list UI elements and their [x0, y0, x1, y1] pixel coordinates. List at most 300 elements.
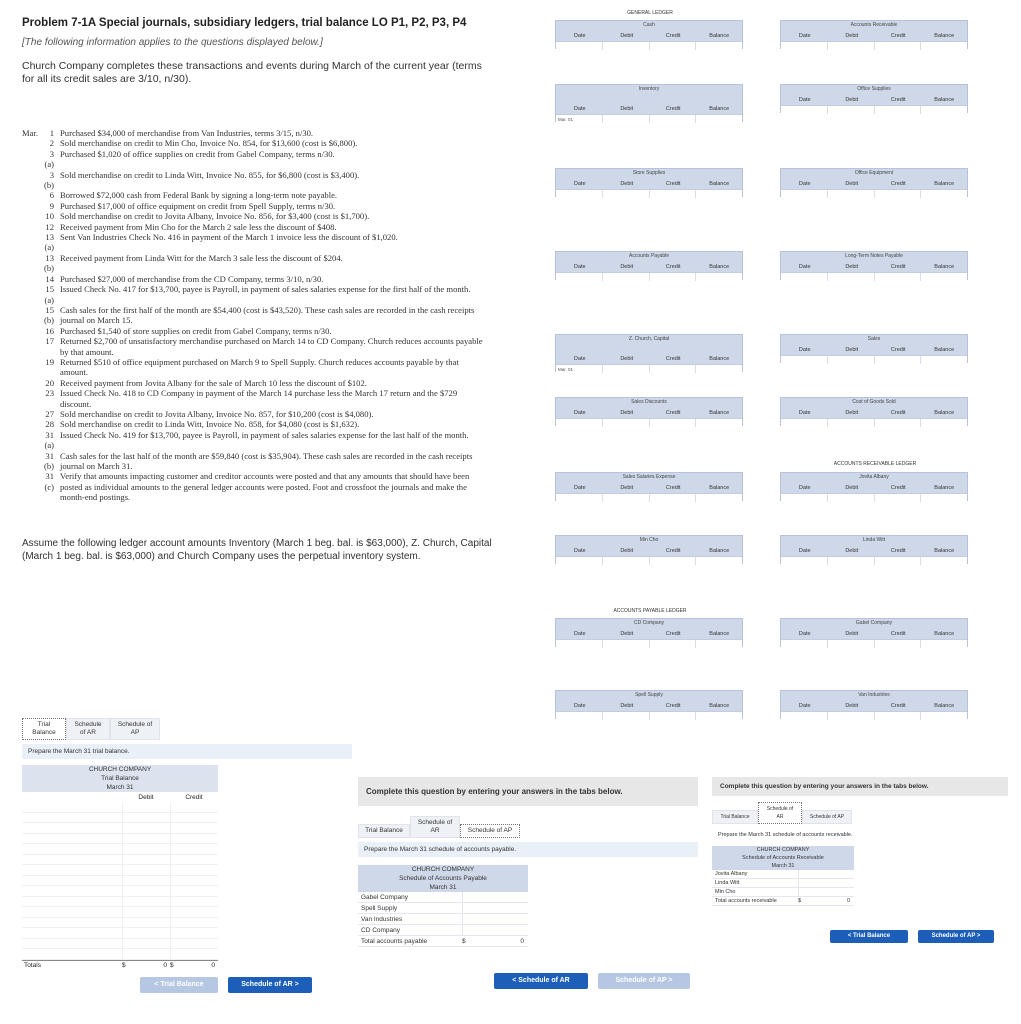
transaction-month: [22, 430, 40, 451]
ledger-debit-cell[interactable]: [603, 494, 650, 502]
ledger-entry-row[interactable]: [556, 364, 742, 373]
ledger-balance-header: Balance: [934, 96, 955, 103]
ar-total-value: 0: [846, 898, 850, 904]
trial-account-cell[interactable]: [22, 876, 122, 886]
ap-ledger-title: ACCOUNTS PAYABLE LEDGER: [613, 608, 687, 614]
transaction-row: [22, 305, 484, 326]
ledger-balance-cell[interactable]: [921, 106, 967, 114]
ar-instructions: Prepare the March 31 schedule of accounts receivable.: [712, 828, 1008, 842]
ledger-date-header: Date: [573, 702, 586, 709]
trial-credit-cell[interactable]: [170, 802, 218, 812]
transaction-text: Cash sales for the last half of the month are $59,840 (cost is $35,904). These cash sales are recorded in the cash receipts journal on March 31.: [60, 450, 473, 471]
ledger-entry-row[interactable]: [556, 272, 742, 281]
trial-credit-cell[interactable]: [170, 855, 218, 865]
ledger-debit-cell[interactable]: [828, 42, 875, 50]
trial-row[interactable]: [22, 823, 218, 834]
trial-balance-prev-button[interactable]: < Trial Balance: [140, 977, 218, 993]
transaction-day: 3 (b): [43, 169, 54, 191]
ledger-balance-cell[interactable]: [696, 419, 742, 427]
ar-total-row: [712, 897, 854, 906]
ledger-debit-cell[interactable]: [603, 640, 650, 648]
trial-credit-cell[interactable]: [170, 897, 218, 907]
ledger-credit-header: Credit: [890, 263, 906, 270]
transaction-day: 3 (a): [44, 148, 54, 170]
ledger-capital: [555, 334, 743, 372]
ledger-balance-cell[interactable]: [921, 494, 967, 502]
trial-account-cell[interactable]: [22, 855, 122, 865]
trial-credit-cell[interactable]: [170, 844, 218, 854]
ledger-date-header: Date: [798, 96, 811, 103]
ledger-account-name: Min Cho: [639, 537, 659, 543]
ledger-debit-cell[interactable]: [828, 712, 875, 720]
trial-credit-cell[interactable]: [170, 865, 218, 875]
trial-debit-cell[interactable]: [122, 834, 170, 844]
trial-debit-cell[interactable]: [122, 939, 170, 949]
ledger-balance-header: Balance: [709, 547, 730, 554]
ledger-date-header: Date: [798, 630, 811, 637]
ledger-credit-cell[interactable]: [875, 273, 922, 281]
ledger-debit-header: Debit: [620, 105, 634, 112]
schedule-ap-next-button[interactable]: Schedule of AP >: [598, 973, 690, 989]
ar-row-label: Linda Witt: [715, 880, 740, 886]
ap-row-label: Spell Supply: [361, 904, 398, 912]
ar-title: Schedule of Accounts Receivable: [712, 854, 854, 862]
trial-row[interactable]: [22, 939, 218, 950]
ledger-date-cell[interactable]: [556, 640, 603, 648]
trial-debit-cell[interactable]: [122, 865, 170, 875]
trial-credit-cell[interactable]: [170, 928, 218, 938]
ledger-debit-header: Debit: [620, 263, 634, 270]
ap-row-input[interactable]: [462, 914, 528, 924]
transaction-text: Returned $510 of office equipment purchased on March 9 to Spell Supply. Church reduces accounts payable by that amount.: [60, 356, 459, 378]
trial-debit-cell[interactable]: [122, 844, 170, 854]
transaction-day: 1: [49, 128, 54, 138]
ledger-credit-header: Credit: [890, 346, 906, 353]
ledger-date-header: Date: [573, 409, 586, 416]
trial-instructions: Prepare the March 31 trial balance.: [22, 744, 352, 759]
transaction-month: [22, 409, 40, 419]
ledger-credit-cell[interactable]: [650, 42, 697, 50]
ledger-entry-row[interactable]: [556, 556, 742, 565]
trial-credit-cell[interactable]: [170, 949, 218, 959]
transaction-text: Sold merchandise on credit to Linda Witt, Invoice No. 855, for $6,800 (cost is $3,400).: [60, 169, 360, 180]
ledger-date-cell[interactable]: [556, 494, 603, 502]
trial-account-cell[interactable]: [22, 907, 122, 917]
ledger-date-cell[interactable]: [556, 712, 603, 720]
ledger-credit-cell[interactable]: [650, 557, 697, 565]
ledger-credit-cell[interactable]: [875, 106, 922, 114]
ledger-account-name: Jovita Albany: [859, 474, 889, 480]
ledger-date-cell[interactable]: [781, 712, 828, 720]
ledger-balance-header: Balance: [934, 484, 955, 491]
ledger-debit-cell[interactable]: [603, 712, 650, 720]
ledger-date-cell[interactable]: Mar. 01: [556, 365, 603, 373]
ledger-credit-header: Credit: [665, 263, 681, 270]
ledger-credit-cell[interactable]: [650, 494, 697, 502]
ap-row-label: Gabel Company: [361, 893, 408, 901]
transaction-day: 13 (a): [44, 232, 54, 253]
ledger-entry-row[interactable]: [556, 418, 742, 427]
ledger-date-header: Date: [798, 409, 811, 416]
ar-trial-balance-prev-button[interactable]: < Trial Balance: [830, 930, 908, 943]
ledger-entry-row[interactable]: [781, 355, 967, 364]
ledger-entry-row[interactable]: [556, 711, 742, 720]
trial-account-cell[interactable]: [22, 949, 122, 959]
ledger-balance-cell[interactable]: [696, 190, 742, 198]
trial-debit-cell[interactable]: [122, 802, 170, 812]
ap-company: CHURCH COMPANY: [358, 865, 528, 874]
ledger-balance-cell[interactable]: [921, 557, 967, 565]
ledger-credit-cell[interactable]: [875, 494, 922, 502]
trial-row[interactable]: [22, 865, 218, 876]
ledger-credit-header: Credit: [665, 180, 681, 187]
ledger-column-headers: [556, 545, 742, 556]
ledger-column-headers: [781, 261, 967, 272]
ledger-debit-cell[interactable]: [828, 106, 875, 114]
ap-tab-schedule-ap[interactable]: Schedule of AP: [460, 824, 520, 838]
trial-credit-cell[interactable]: [170, 907, 218, 917]
transaction-row: [22, 128, 484, 138]
transaction-row: [22, 222, 484, 232]
ledger-date-cell[interactable]: [556, 557, 603, 565]
trial-account-cell[interactable]: [22, 813, 122, 823]
ledger-credit-header: Credit: [665, 32, 681, 39]
ledger-credit-header: Credit: [665, 355, 681, 362]
ap-row: [358, 892, 528, 903]
ledger-credit-cell[interactable]: [875, 640, 922, 648]
trial-row[interactable]: [22, 876, 218, 887]
trial-row[interactable]: [22, 844, 218, 855]
ledger-debit-cell[interactable]: [603, 273, 650, 281]
trial-debit-cell[interactable]: [122, 855, 170, 865]
trial-credit-cell[interactable]: [170, 939, 218, 949]
ledger-date-cell[interactable]: [781, 190, 828, 198]
ar-tab-schedule-ar[interactable]: Schedule of AR: [758, 802, 802, 824]
ledger-account-name: Office Supplies: [857, 86, 891, 92]
ledger-balance-cell[interactable]: [696, 712, 742, 720]
trial-account-cell[interactable]: [22, 802, 122, 812]
transaction-text: Purchased $34,000 of merchandise from Van Industries, terms 3/15, n/30.: [60, 128, 314, 138]
trial-account-cell[interactable]: [22, 834, 122, 844]
ledger-credit-header: Credit: [890, 96, 906, 103]
trial-debit-cell[interactable]: [122, 876, 170, 886]
ap-tab-schedule-ar[interactable]: Schedule of AR: [410, 816, 460, 838]
ledger-debit-cell[interactable]: [828, 557, 875, 565]
trial-credit-cell[interactable]: [170, 823, 218, 833]
ledger-column-headers: [556, 407, 742, 418]
ledger-date-cell[interactable]: [781, 273, 828, 281]
ledger-debit-cell[interactable]: [828, 494, 875, 502]
ledger-date-header: Date: [798, 263, 811, 270]
trial-account-cell[interactable]: [22, 886, 122, 896]
tab-schedule-ap[interactable]: Schedule of AP: [110, 718, 160, 740]
ledger-credit-cell[interactable]: [875, 557, 922, 565]
ledger-debit-cell[interactable]: [603, 557, 650, 565]
schedule-ar-prev-button[interactable]: < Schedule of AR: [494, 973, 588, 989]
ap-row-input[interactable]: [462, 892, 528, 902]
transaction-row: [22, 378, 484, 388]
ledger-entry-row[interactable]: [781, 639, 967, 648]
ledger-credit-cell[interactable]: [875, 356, 922, 364]
transaction-row: [22, 336, 484, 357]
trial-debit-cell[interactable]: [122, 897, 170, 907]
ledger-debit-cell[interactable]: [603, 365, 650, 373]
ledger-account-name: Sales Discounts: [631, 399, 667, 405]
ledger-date-cell[interactable]: [781, 494, 828, 502]
trial-account-cell[interactable]: [22, 928, 122, 938]
ap-table: [358, 865, 528, 947]
ledger-debit-cell[interactable]: [828, 273, 875, 281]
ledger-date-header: Date: [573, 180, 586, 187]
ledger-credit-header: Credit: [665, 547, 681, 554]
trial-debit-cell[interactable]: [122, 823, 170, 833]
ledger-balance-header: Balance: [934, 630, 955, 637]
transaction-month: [22, 388, 40, 409]
trial-row[interactable]: [22, 907, 218, 918]
ledger-date-cell[interactable]: [781, 640, 828, 648]
trial-account-cell[interactable]: [22, 844, 122, 854]
ledger-credit-header: Credit: [665, 484, 681, 491]
ledger-debit-header: Debit: [620, 355, 634, 362]
trial-credit-cell[interactable]: [170, 876, 218, 886]
ap-row: [358, 903, 528, 914]
transaction-month: [22, 326, 40, 336]
ledger-balance-cell[interactable]: [921, 356, 967, 364]
ap-row: [358, 925, 528, 936]
trial-account-cell[interactable]: [22, 918, 122, 928]
ledger-balance-cell[interactable]: [921, 640, 967, 648]
ledger-credit-cell[interactable]: [875, 42, 922, 50]
ar-row-label: Min Cho: [715, 889, 736, 895]
transaction-text: Purchased $17,000 of office equipment on credit from Spell Supply, terms n/30.: [60, 200, 336, 211]
ledger-balance-cell[interactable]: [921, 273, 967, 281]
ar-row: [712, 870, 854, 879]
problem-header: [22, 16, 494, 86]
ledger-date-cell[interactable]: [781, 557, 828, 565]
trial-debit-cell[interactable]: [122, 918, 170, 928]
ledger-balance-cell[interactable]: [921, 42, 967, 50]
ledger-column-headers: [781, 482, 967, 493]
ledger-balance-cell[interactable]: [696, 365, 742, 373]
trial-row[interactable]: [22, 918, 218, 929]
ledger-jovita: [780, 472, 968, 501]
trial-row[interactable]: [22, 928, 218, 939]
ledger-balance-cell[interactable]: [921, 712, 967, 720]
ar-tab-schedule-ap[interactable]: Schedule of AP: [802, 810, 852, 824]
ledger-entry-row[interactable]: [556, 639, 742, 648]
transaction-text: Sent Van Industries Check No. 416 in payment of the March 1 invoice less the discount of $1,020.: [60, 232, 398, 243]
trial-totals-row: [22, 960, 218, 971]
ledger-credit-cell[interactable]: [875, 190, 922, 198]
trial-row[interactable]: [22, 949, 218, 960]
ledger-column-headers: [556, 178, 742, 189]
ledger-entry-row[interactable]: [781, 189, 967, 198]
ledger-cogs: [780, 397, 968, 426]
ledger-date-header: Date: [573, 263, 586, 270]
ledger-debit-header: Debit: [620, 630, 634, 637]
ledger-balance-cell[interactable]: [696, 557, 742, 565]
trial-debit-cell[interactable]: [122, 813, 170, 823]
ledger-balance-cell[interactable]: [696, 640, 742, 648]
trial-credit-cell[interactable]: [170, 813, 218, 823]
ar-schedule-ap-next-button[interactable]: Schedule of AP >: [918, 930, 994, 943]
ledger-balance-cell[interactable]: [696, 115, 742, 123]
trial-account-cell[interactable]: [22, 897, 122, 907]
ap-tab-trial-balance[interactable]: Trial Balance: [358, 824, 410, 838]
ledger-date-cell[interactable]: Mar. 01: [556, 115, 603, 123]
trial-credit-cell[interactable]: [170, 918, 218, 928]
ledger-debit-header: Debit: [845, 409, 859, 416]
ledger-balance-cell[interactable]: [921, 419, 967, 427]
ledger-credit-cell[interactable]: [875, 712, 922, 720]
ar-tab-trial-balance[interactable]: Trial Balance: [712, 810, 758, 824]
ar-row-input[interactable]: [798, 870, 854, 878]
ledger-date-cell[interactable]: [781, 419, 828, 427]
ap-row-input[interactable]: [462, 925, 528, 935]
ledger-entry-row[interactable]: [781, 272, 967, 281]
ledger-date-cell[interactable]: [556, 419, 603, 427]
ledger-entry-row[interactable]: [556, 41, 742, 50]
ledger-credit-cell[interactable]: [650, 115, 697, 123]
ledger-date-header: Date: [573, 355, 586, 362]
transaction-row: [22, 430, 484, 451]
ledger-inventory: [555, 84, 743, 122]
ledger-date-cell[interactable]: [556, 273, 603, 281]
ledger-account-name: Office Equipment: [854, 170, 894, 176]
ledger-column-headers: [556, 261, 742, 272]
ledger-balance-cell[interactable]: [696, 494, 742, 502]
ledger-credit-cell[interactable]: [650, 712, 697, 720]
ledger-credit-cell[interactable]: [650, 190, 697, 198]
trial-debit-cell[interactable]: [122, 949, 170, 959]
ar-total-dollar: $: [798, 898, 802, 904]
ledger-column-headers: [556, 628, 742, 639]
transaction-row: [22, 451, 484, 472]
ledger-entry-row[interactable]: [781, 41, 967, 50]
trial-row[interactable]: [22, 886, 218, 897]
trial-row[interactable]: [22, 855, 218, 866]
transaction-month: [22, 201, 40, 211]
ap-date: March 31: [358, 883, 528, 892]
ledger-date-cell[interactable]: [781, 356, 828, 364]
trial-credit-dollar: $: [170, 962, 174, 969]
trial-tabs: [22, 718, 352, 740]
ledger-debit-cell[interactable]: [828, 419, 875, 427]
transaction-day: 19: [45, 356, 54, 367]
trial-row[interactable]: [22, 834, 218, 845]
trial-debit-cell[interactable]: [122, 886, 170, 896]
ledger-entry-row[interactable]: [781, 711, 967, 720]
ledger-entry-row[interactable]: [556, 114, 742, 123]
trial-account-cell[interactable]: [22, 823, 122, 833]
ap-row-label: Van Industries: [361, 915, 403, 923]
ledger-debit-cell[interactable]: [603, 419, 650, 427]
trial-credit-cell[interactable]: [170, 834, 218, 844]
trial-company: CHURCH COMPANY: [22, 765, 218, 774]
ledger-credit-header: Credit: [890, 180, 906, 187]
ledger-date-header: Date: [798, 346, 811, 353]
trial-credit-cell[interactable]: [170, 886, 218, 896]
ledger-entry-row[interactable]: [781, 105, 967, 114]
trial-debit-cell[interactable]: [122, 928, 170, 938]
tab-trial-balance[interactable]: Trial Balance: [22, 718, 66, 740]
ledger-credit-cell[interactable]: [875, 419, 922, 427]
ledger-column-headers: [556, 30, 742, 41]
tab-schedule-ar[interactable]: Schedule of AR: [66, 718, 110, 740]
ledger-balance-cell[interactable]: [921, 190, 967, 198]
ledger-account-name: Store Supplies: [632, 170, 666, 176]
ledger-debit-cell[interactable]: [603, 190, 650, 198]
ledger-debit-cell[interactable]: [828, 640, 875, 648]
ap-total-value: 0: [520, 937, 524, 945]
trial-account-cell[interactable]: [22, 865, 122, 875]
ledger-balance-header: Balance: [934, 547, 955, 554]
ledger-balance-header: Balance: [709, 409, 730, 416]
ledger-entry-row[interactable]: [556, 189, 742, 198]
trial-rows: [22, 802, 218, 960]
trial-account-cell[interactable]: [22, 939, 122, 949]
ar-rows: [712, 870, 854, 897]
ledger-credit-header: Credit: [665, 702, 681, 709]
ledger-debit-cell[interactable]: [603, 115, 650, 123]
ledger-credit-cell[interactable]: [650, 640, 697, 648]
transaction-day: 31 (b): [43, 450, 54, 471]
transaction-month: [22, 284, 40, 305]
ledger-account-name: Inventory: [638, 86, 660, 92]
ledger-date-cell[interactable]: [781, 42, 828, 50]
ledger-column-headers: [781, 94, 967, 105]
ledger-entry-row[interactable]: [781, 418, 967, 427]
transaction-text: Sold merchandise on credit to Min Cho, Invoice No. 854, for $13,600 (cost is $6,800).: [60, 138, 358, 149]
ledger-credit-cell[interactable]: [650, 419, 697, 427]
ar-row-input[interactable]: [798, 888, 854, 896]
ledger-entry-row[interactable]: [781, 556, 967, 565]
ledger-balance-cell[interactable]: [696, 273, 742, 281]
ledger-balance-header: Balance: [709, 105, 730, 112]
ledger-credit-cell[interactable]: [650, 273, 697, 281]
ledger-debit-cell[interactable]: [603, 42, 650, 50]
ledger-debit-header: Debit: [845, 547, 859, 554]
ledger-debit-cell[interactable]: [828, 190, 875, 198]
trial-row[interactable]: [22, 802, 218, 813]
ledger-debit-header: Debit: [845, 702, 859, 709]
trial-row[interactable]: [22, 897, 218, 908]
ledger-sales-discounts: [555, 397, 743, 426]
trial-debit-cell[interactable]: [122, 907, 170, 917]
transaction-day: 2: [49, 138, 54, 149]
ledger-sales: [780, 334, 968, 363]
trial-debit-dollar: $: [122, 962, 126, 969]
ledger-date-cell[interactable]: [556, 190, 603, 198]
schedule-ar-next-button[interactable]: Schedule of AR >: [228, 977, 312, 993]
ledger-entry-row[interactable]: [556, 493, 742, 502]
ar-row-input[interactable]: [798, 879, 854, 887]
ledger-account-name: Z. Church, Capital: [628, 336, 670, 342]
ledger-credit-cell[interactable]: [650, 365, 697, 373]
ledger-balance-cell[interactable]: [696, 42, 742, 50]
ledger-debit-cell[interactable]: [828, 356, 875, 364]
ledger-date-header: Date: [573, 32, 586, 39]
ar-date: March 31: [712, 862, 854, 870]
ledger-column-headers: [556, 482, 742, 493]
trial-row[interactable]: [22, 813, 218, 824]
ap-row-input[interactable]: [462, 903, 528, 913]
ledger-debit-header: Debit: [620, 547, 634, 554]
ledger-office-supplies: [780, 84, 968, 113]
ledger-date-cell[interactable]: [781, 106, 828, 114]
ledger-entry-row[interactable]: [781, 493, 967, 502]
ledger-date-cell[interactable]: [556, 42, 603, 50]
